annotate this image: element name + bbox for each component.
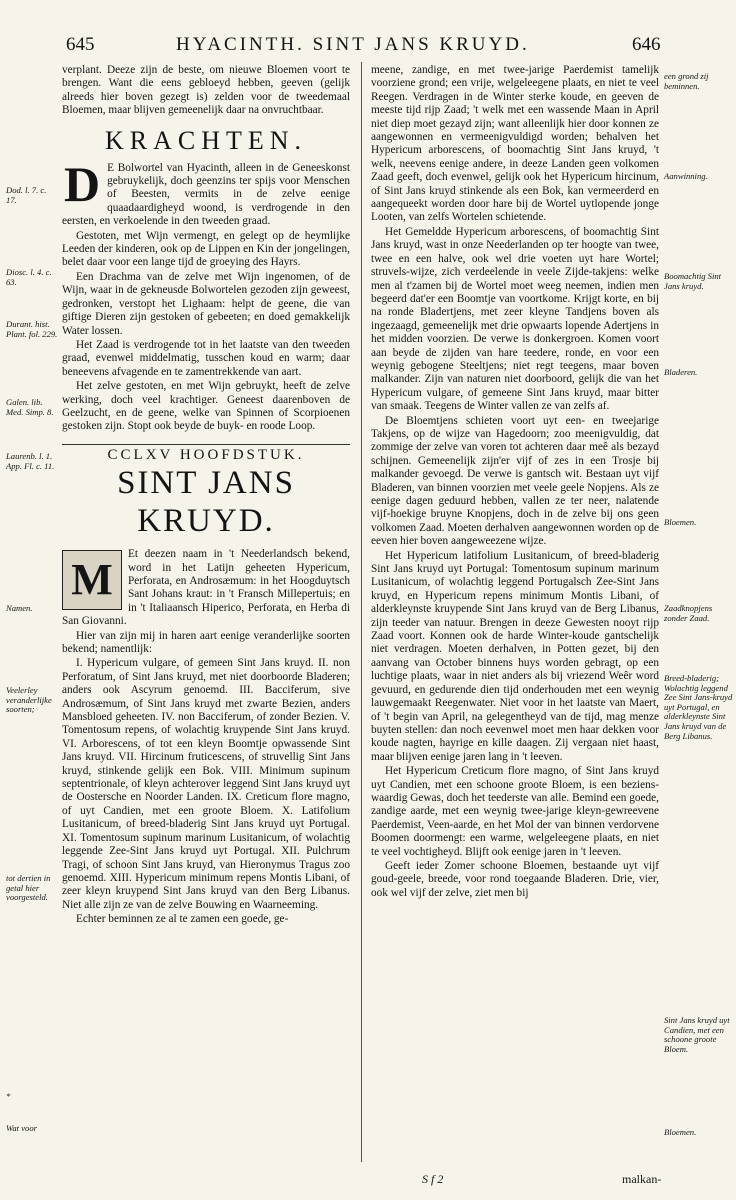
names-paragraph: [62, 548, 350, 628]
right-paragraph-6: Geeft ieder Zomer schoone Bloemen, bestaande uyt vijf goud-geele, breede, voor rond toegaande Bladeren. Drie, vier, ook wel vijf der zelve, ziet men bij: [371, 859, 659, 899]
right-column: [371, 64, 659, 901]
names-text: Et deezen naam in 't Neederlandsch bekend, word in het Latijn geheeten Hypericum, Perforata, en Androsæmum: in het Hoogduytsch Sant Johans kraut: in 't Fransch Millepertuis; en in 't Italiaansch Hiperico, Perforata, en Herba di San Giovanni.: [62, 548, 350, 628]
margin-note-left: Dod. l. 7. c. 17.: [6, 185, 47, 205]
krachten-heading: KRACHTEN.: [104, 125, 308, 155]
running-title: HYACINTH. SINT JANS KRUYD.: [176, 34, 530, 55]
krachten-paragraph-5: Het zelve gestoten, en met Wijn gebruykt, heeft de zelve werking, doch veel krachtiger. Geneest daarenboven de Geelzucht, en de geene, welke van Spinnen of Scorpioenen gestoken zijn. Stopt ook beyde de buyk- en roode Loop.: [62, 380, 350, 433]
kinds-list: I. Hypericum vulgare, of gemeen Sint Jans kruyd. II. non Perforatum, of Sint Jans kruyd, met niet doorboorde Bladeren; anders ook Ascyrum genoemd. III. Bacciferum, sive Androsæmum, of Sint Jans kruyd met zwarte Bezien, anders Mansbloed geheeten. IV. non Bacciferum, of zonder Bezien. V. Tomentosum repens, of wolachtig kruypende Sint Jans kruyd. VI. Arborescens, of tot een kleyn Boomtje opwassende Sint Jans kruyd. VII. Hircinum fruticescens, of struvellig Sint Jans kruyd, stinkende gelijk een Bok. VIII. Minimum supinum septentrionale, of kleyn achterover leggend Sint Jans kruyd uyt de Oostersche en Noorder Landen. IX. Creticum flore magno, of uyt Candien, met een groote Bloem. X. Latifolium Lusitanicum, of breed-bladerig Sint Jans kruyd uyt Portugal. XI. Tomentosum supinum marinum Lusitanicum, of wolachtig leggende Zee-Sint Jans kruyd uyt Portugal. XII. Pulchrum Tragi, of schoon Sint Jans kruyd, van Hieronymus Tragus zoo genoemd. XIII. Hypericum minimum repens Montis Libani, of zeer kleyn kruypend Sint Jans kruyd van den Berg Libanus. Niet alle zijn ze van de zelve Bouwing en Waarneeming.: [62, 657, 350, 911]
left-column: [62, 64, 350, 928]
right-paragraph-1: meene, zandige, en met twee-jarige Paerdemist tamelijk voorziene grond; een vrije, welgeleegene plaats, en niet te veel Reegen. Verdragen in de Winter sterke koude, en geeven de meeste tijd rijp Zaad; 't welk met een wassende Maan in April niet diep moet gezayd zijn; want alleenlijk hier door konnen ze aangewonnen en vermeenigvuldigd worden; behalven het Hypericum arborescens, of boomachtig Sint Jans kruyd, 't welk, neevens eenige andere, in deeze Landen geen volkomen Zaad geeft, doch evenwel, gelijk ook het Hypericum hircinum, of Sint Jans kruyd stinkende als een Bok, kan vermeerderd en aangequeekt worden door hare bij de Wortel uytlopende jonge Looten, van zelfs Wortelen schietende.: [371, 64, 659, 224]
right-paragraph-2: Het Gemeldde Hypericum arborescens, of boomachtig Sint Jans kruyd, wast in onze Neederlanden op ter hoogte van twee, twee en een halve, ook wel drie voeten uyt hare Wortel; struvels-wijze, zich verdeelende in veele Zijde-takjens: welke men al t'zamen bij de Wortel moet weeg neemen, indien men begeerd dat'er een Boomtje van voortkome. Krijgt korte, en bij na ronde Bladertjens, met zeer kleyne Tandjens boven als ingezaagd, gemeenelijk met drie opwaarts lopende Adertjens in het midden voorzien. De verwe is donkergroen. Komen voort aan beyde de zijden van hare teedere, ronde, en voor een weynig gebogene Steeltjens; niet regt teegens, maar boven malkander. Zijn van naturen niet doorboord, gelijk die van het Hypericum vulgare, of gemeene Sint Jans kruyd, maar bitter van smaak. Teegens de Winter vallen ze van zelfs af.: [371, 225, 659, 413]
left-page-number: 645: [66, 34, 95, 55]
right-paragraph-5: Het Hypericum Creticum flore magno, of Sint Jans kruyd uyt Candien, met een schoone groote Bloem, is een beziens-waardig Gewas, doch het teederste van alle. Bemind een goede, zandige aarde, met een weynig twee-jarige kleyn-gewreevene Paerdemist, Veen-aarde, en het Mol der van binnen verdorvene Boomen doormengt: een warme, welgeleegene plaats, en niet te veel vochtigheyd. Blijft ook eenige jaren in 't leeven.: [371, 765, 659, 858]
margin-note-right: Sint Jans kruyd uyt Candien, met een schoone groote Bloem.: [664, 1015, 730, 1054]
krachten-paragraph-4: Het Zaad is verdrogende tot in het laatste van den tweeden graad, evenwel middelmatig, tusschen koud en warm; daar beneevens afvagende en te zamentrekkende van aart.: [62, 338, 350, 378]
margin-note-right: Boomachtig Sint Jans kruyd.: [664, 271, 722, 291]
margin-note-right: Zaadknopjens zonder Zaad.: [664, 603, 713, 623]
margin-note-right: Breed-bladerig; Wolachtig leggend Zee Sint Jans-kruyd uyt Portugal, en alderkleynste Sint Jans kruyd van de Berg Libanus.: [664, 673, 733, 741]
chapter-label: CCLXV HOOFDSTUK.: [107, 446, 305, 463]
margin-note-right: Bloemen.: [664, 517, 697, 527]
margin-note-left: Laurenb. l. 1. App. Fl. c. 11.: [6, 451, 55, 471]
margin-note-left: Wat voor: [6, 1123, 37, 1133]
margin-note-right: Bloemen.: [664, 1127, 697, 1137]
krachten-paragraph-1: [62, 155, 350, 229]
margin-note-left: *: [6, 1091, 11, 1101]
margin-note-left: Durant. hist. Plant. fol. 229.: [6, 319, 58, 339]
krachten-paragraph-3: Een Drachma van de zelve met Wijn ingenomen, of de Wijn, waar in de gekneusde Bolwortelen gezoden zijn geweest, gedronken, verstopt het Lighaam: helpt de geene, die van giftige Dieren zijn gestoken of gebeeten; en doed gemakkelijk Water lossen.: [62, 270, 350, 337]
column-divider: [361, 62, 362, 1162]
margin-note-right: Aanwinning.: [664, 171, 708, 181]
krachten-text-1: E Bolwortel van Hyacinth, alleen in de Geneeskonst gebruykelijk, doch geenzins ter spijs voor Menschen of Beesten, vermits in de zelve eenige quaadaardigheyd woond, is verdrogende in den eersten, en verkoelende in den tweeden graad.: [62, 161, 350, 228]
margin-note-left: Diosc. l. 4. c. 63.: [6, 267, 52, 287]
margin-note-left: Namen.: [6, 603, 33, 613]
last-paragraph: Echter beminnen ze al te zamen een goede, ge-: [76, 913, 289, 926]
margin-note-right: een grond zij beminnen.: [664, 71, 709, 91]
chapter-title: SINT JANS KRUYD.: [117, 465, 295, 540]
intro-paragraph: verplant. Deeze zijn de beste, om nieuwe Bloemen voort te brengen. Want die eens gebloeyd hebben, geeven (gelijk alreeds hier boven gezegt is) zelden voor de tweedemaal Bloemen, maar blijven gemeenelijk daar na onvruchtbaar.: [62, 64, 350, 117]
right-paragraph-3: De Bloemtjens schieten voort uyt een- en tweejarige Takjens, op de wijze van Hagedoorn; zoo meenigvuldig, dat zommige der zelve van voren tot achteren daar meê als bezayd schijnen. Gemeenelijk zijn'er vijf of zes in een Trosje bij malkander gevoegd. De verwe is gantsch wit. Bestaan uyt vijf Bladeren, van binnen voorzien met veele geele Nopjens. Als ze eenige dagen geduurd hebben, vallen ze ter neer, nalatende vijf-hoekige bruyne Knopjens, doch in de zelve bij ons geen volkomen Zaad. Moeten derhalven aangewonnen worden op de eeven hier boven aangeweezene wijze.: [371, 414, 659, 548]
signature-mark: S f 2: [422, 1172, 444, 1186]
margin-note-right: Bladeren.: [664, 367, 698, 377]
kinds-paragraph: Hier van zijn mij in haren aart eenige veranderlijke soorten bekend; namentlijk:: [62, 629, 350, 655]
margin-note-left: Galen. lib. Med. Simp. 8.: [6, 397, 54, 417]
chapter-rule: [62, 444, 350, 445]
right-paragraph-4: Het Hypericum latifolium Lusitanicum, of breed-bladerig Sint Jans kruyd uyt Portugal: Tomentosum supinum marinum Lusitanicum, of wolachtig leggend Portugalsch Zee-Sint Jans kruyd, en Hypericum repens minimum Montis Libani, of alderkleynste kruypende Sint Jans kruyd van de Berg Libanus, zijn teeder van natuur. Brengen in deeze Gewesten nooyt rijp Zaad voort. Konnen ook de harde Winter-koude gantschelijk niet verdragen. Moeten derhalven, in Potten gezet, bij den aanvang van October binnens huys worden gebragt, op een luchtige plaats, waar in niet anders als bij vriezend Weêr word gevuurd, en gedurende dien tijd onderhouden met een weynig lauwgemaakt Reegenwater. Niet voor in het laatste van Maert, of 't begin van April, na gelegentheyd van de tijd, mag menze buyten stellen: dan noch eevenwel moet men haar dekken voor koude nagten, hayrige en kille daagen. Zij vergaan niet haast, maar blijven eenige jaren lang in 't leeven.: [371, 549, 659, 763]
margin-note-left: tot dertien in getal hier voorgesteld.: [6, 873, 51, 903]
catchword: malkan-: [622, 1172, 662, 1186]
margin-note-left: Veelerley veranderlijke soorten;: [6, 685, 52, 715]
krachten-paragraph-2: Gestoten, met Wijn vermengt, en gelegt op de heymlijke Leeden der kinderen, ook op de Lippen en Kin der jongelingen, belet daar voor een lange tijd de groeying des Hayrs.: [62, 229, 350, 269]
right-page-number: 646: [632, 34, 661, 55]
krachten-dropcap: D: [64, 155, 101, 212]
chapter-dropcap: M: [62, 550, 122, 610]
